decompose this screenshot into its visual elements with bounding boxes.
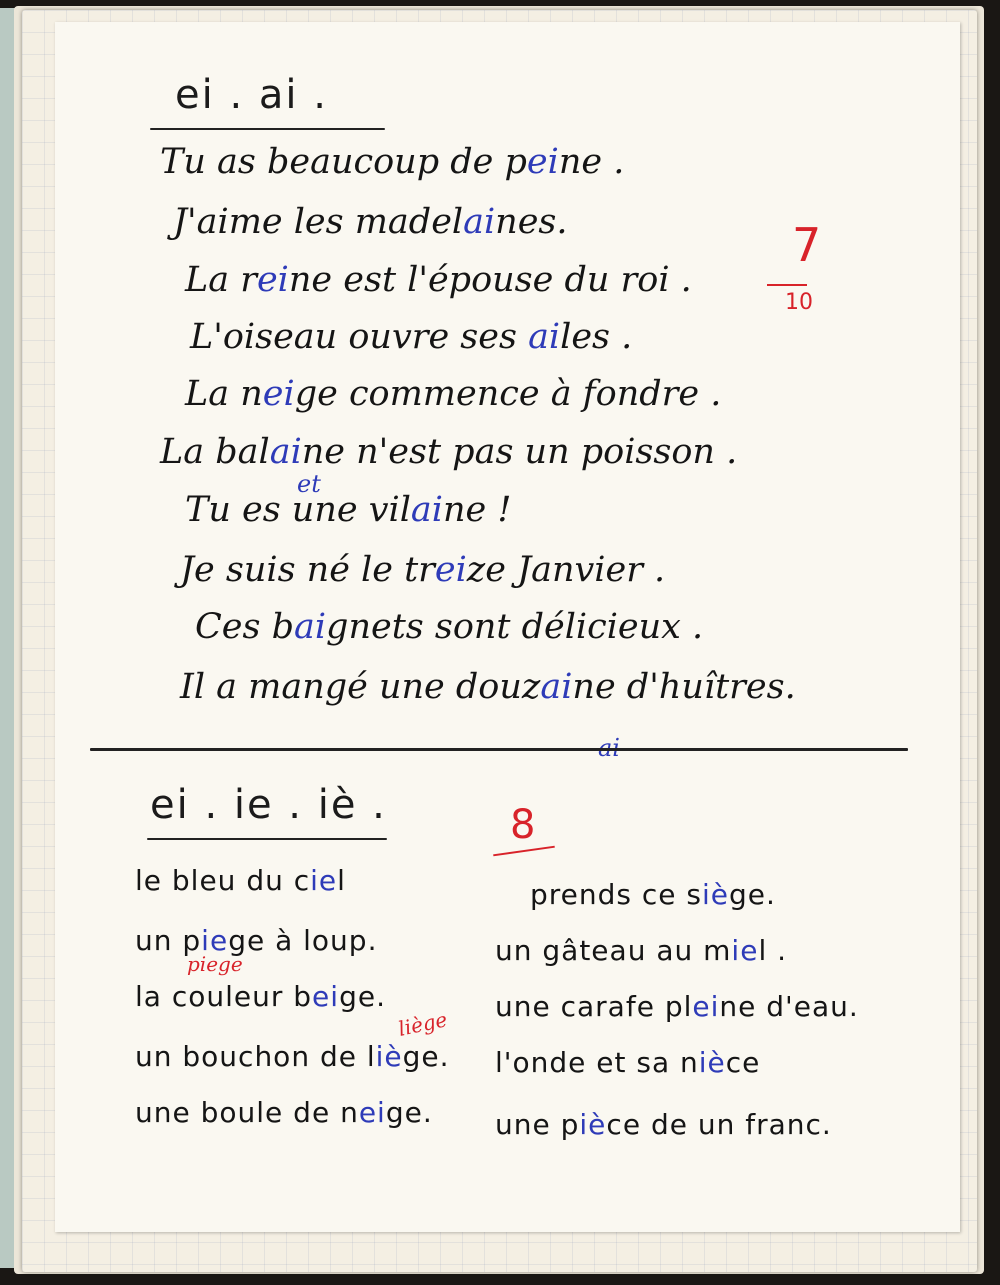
filled-in-letters: ai	[540, 667, 573, 707]
filled-in-letters: ai	[410, 490, 443, 530]
sentence-line	[185, 374, 721, 414]
filled-in-letters: iè	[375, 1040, 403, 1073]
filled-in-letters: ie	[731, 934, 759, 967]
section1-heading-underline	[150, 128, 385, 130]
text-before-blank: l'onde et sa n	[495, 1046, 699, 1079]
filled-in-letters: iè	[579, 1108, 607, 1141]
sentence-line	[195, 607, 703, 647]
filled-in-letters: ei	[526, 142, 559, 182]
text-before-blank: L'oiseau ouvre ses	[190, 317, 529, 357]
correction-piege: piege	[187, 952, 243, 976]
text-after-blank: ne est l'épouse du roi .	[288, 260, 692, 300]
text-before-blank: un gâteau au m	[495, 934, 732, 967]
filled-in-letters: iè	[698, 1046, 726, 1079]
filled-in-letters: ei	[312, 980, 340, 1013]
text-before-blank: Tu es une vil	[185, 490, 411, 530]
exercise-item-right	[495, 990, 859, 1023]
text-after-blank: ze Janvier .	[466, 550, 666, 590]
exercise-item-right	[495, 1108, 832, 1141]
correction-liege: liège	[396, 1007, 450, 1041]
text-before-blank: Tu as beaucoup de p	[160, 142, 527, 182]
text-before-blank: une carafe pl	[495, 990, 693, 1023]
section1-heading: ei . ai .	[175, 72, 328, 118]
text-after-blank: l .	[758, 934, 788, 967]
exercise-item-left	[135, 980, 386, 1013]
sentence-line	[180, 667, 796, 707]
worksheet-paper	[55, 22, 960, 1232]
correction-et: et	[297, 470, 321, 498]
text-before-blank: La r	[185, 260, 257, 300]
text-before-blank: prends ce s	[530, 878, 703, 911]
filled-in-letters: ei	[262, 374, 295, 414]
sentence-line	[173, 202, 568, 242]
section2-heading-underline	[147, 838, 387, 840]
text-after-blank: ge à loup.	[228, 924, 378, 957]
filled-in-letters: ei	[692, 990, 720, 1023]
text-after-blank: ne d'eau.	[719, 990, 859, 1023]
grade-fraction-bar	[767, 284, 807, 286]
exercise-item-left	[135, 864, 346, 897]
text-before-blank: une boule de n	[135, 1096, 359, 1129]
text-after-blank: ge.	[402, 1040, 450, 1073]
exercise-item-right	[530, 878, 776, 911]
text-before-blank: J'aime les madel	[173, 202, 464, 242]
text-before-blank: Il a mangé une douz	[180, 667, 541, 707]
sentence-line	[190, 317, 632, 357]
text-after-blank: ne !	[442, 490, 512, 530]
text-after-blank: gnets sont délicieux .	[326, 607, 704, 647]
text-before-blank: une p	[495, 1108, 580, 1141]
exercise-item-left	[135, 924, 377, 957]
text-before-blank: Je suis né le tr	[180, 550, 435, 590]
exercise-item-right	[495, 934, 787, 967]
exercise-item-left	[135, 1096, 433, 1129]
text-after-blank: l	[337, 864, 346, 897]
filled-in-letters: ei	[256, 260, 289, 300]
exercise-item-right	[495, 1046, 760, 1079]
text-after-blank: ge commence à fondre .	[294, 374, 722, 414]
text-after-blank: les .	[560, 317, 633, 357]
sentence-line	[180, 550, 665, 590]
text-after-blank: ge.	[339, 980, 386, 1013]
text-after-blank: ce	[725, 1046, 761, 1079]
text-after-blank: ne d'huîtres.	[572, 667, 796, 707]
section-divider	[90, 748, 908, 751]
text-before-blank: Ces b	[195, 607, 294, 647]
text-after-blank: ce de un franc.	[606, 1108, 832, 1141]
text-before-blank: un bouchon de l	[135, 1040, 376, 1073]
sentence-line	[185, 490, 511, 530]
sentence-line	[160, 142, 624, 182]
filled-in-letters: ai	[463, 202, 496, 242]
filled-in-letters: ie	[201, 924, 229, 957]
text-after-blank: ge.	[729, 878, 776, 911]
filled-in-letters: ei	[434, 550, 467, 590]
text-after-blank: ne .	[558, 142, 625, 182]
text-before-blank: La bal	[160, 432, 270, 472]
exercise-item-left	[135, 1040, 450, 1073]
text-after-blank: ne n'est pas un poisson .	[301, 432, 738, 472]
section2-heading: ei . ie . iè .	[150, 782, 387, 828]
filled-in-letters: ei	[358, 1096, 386, 1129]
text-after-blank: ge.	[385, 1096, 433, 1129]
filled-in-letters: ai	[293, 607, 327, 647]
text-before-blank: le bleu du c	[135, 864, 311, 897]
filled-in-letters: ie	[310, 864, 338, 897]
text-before-blank: La n	[185, 374, 263, 414]
sentence-line	[160, 432, 737, 472]
text-before-blank: la couleur b	[135, 980, 313, 1013]
filled-in-letters: iè	[702, 878, 730, 911]
section2-grade: 8	[510, 802, 536, 848]
grade-numerator: 7	[792, 218, 822, 272]
grade-denominator: 10	[785, 290, 813, 315]
text-after-blank: nes.	[495, 202, 568, 242]
text-before-blank: un p	[135, 924, 202, 957]
filled-in-letters: ai	[528, 317, 561, 357]
filled-in-letters: ai	[269, 432, 302, 472]
sentence-line	[185, 260, 692, 300]
